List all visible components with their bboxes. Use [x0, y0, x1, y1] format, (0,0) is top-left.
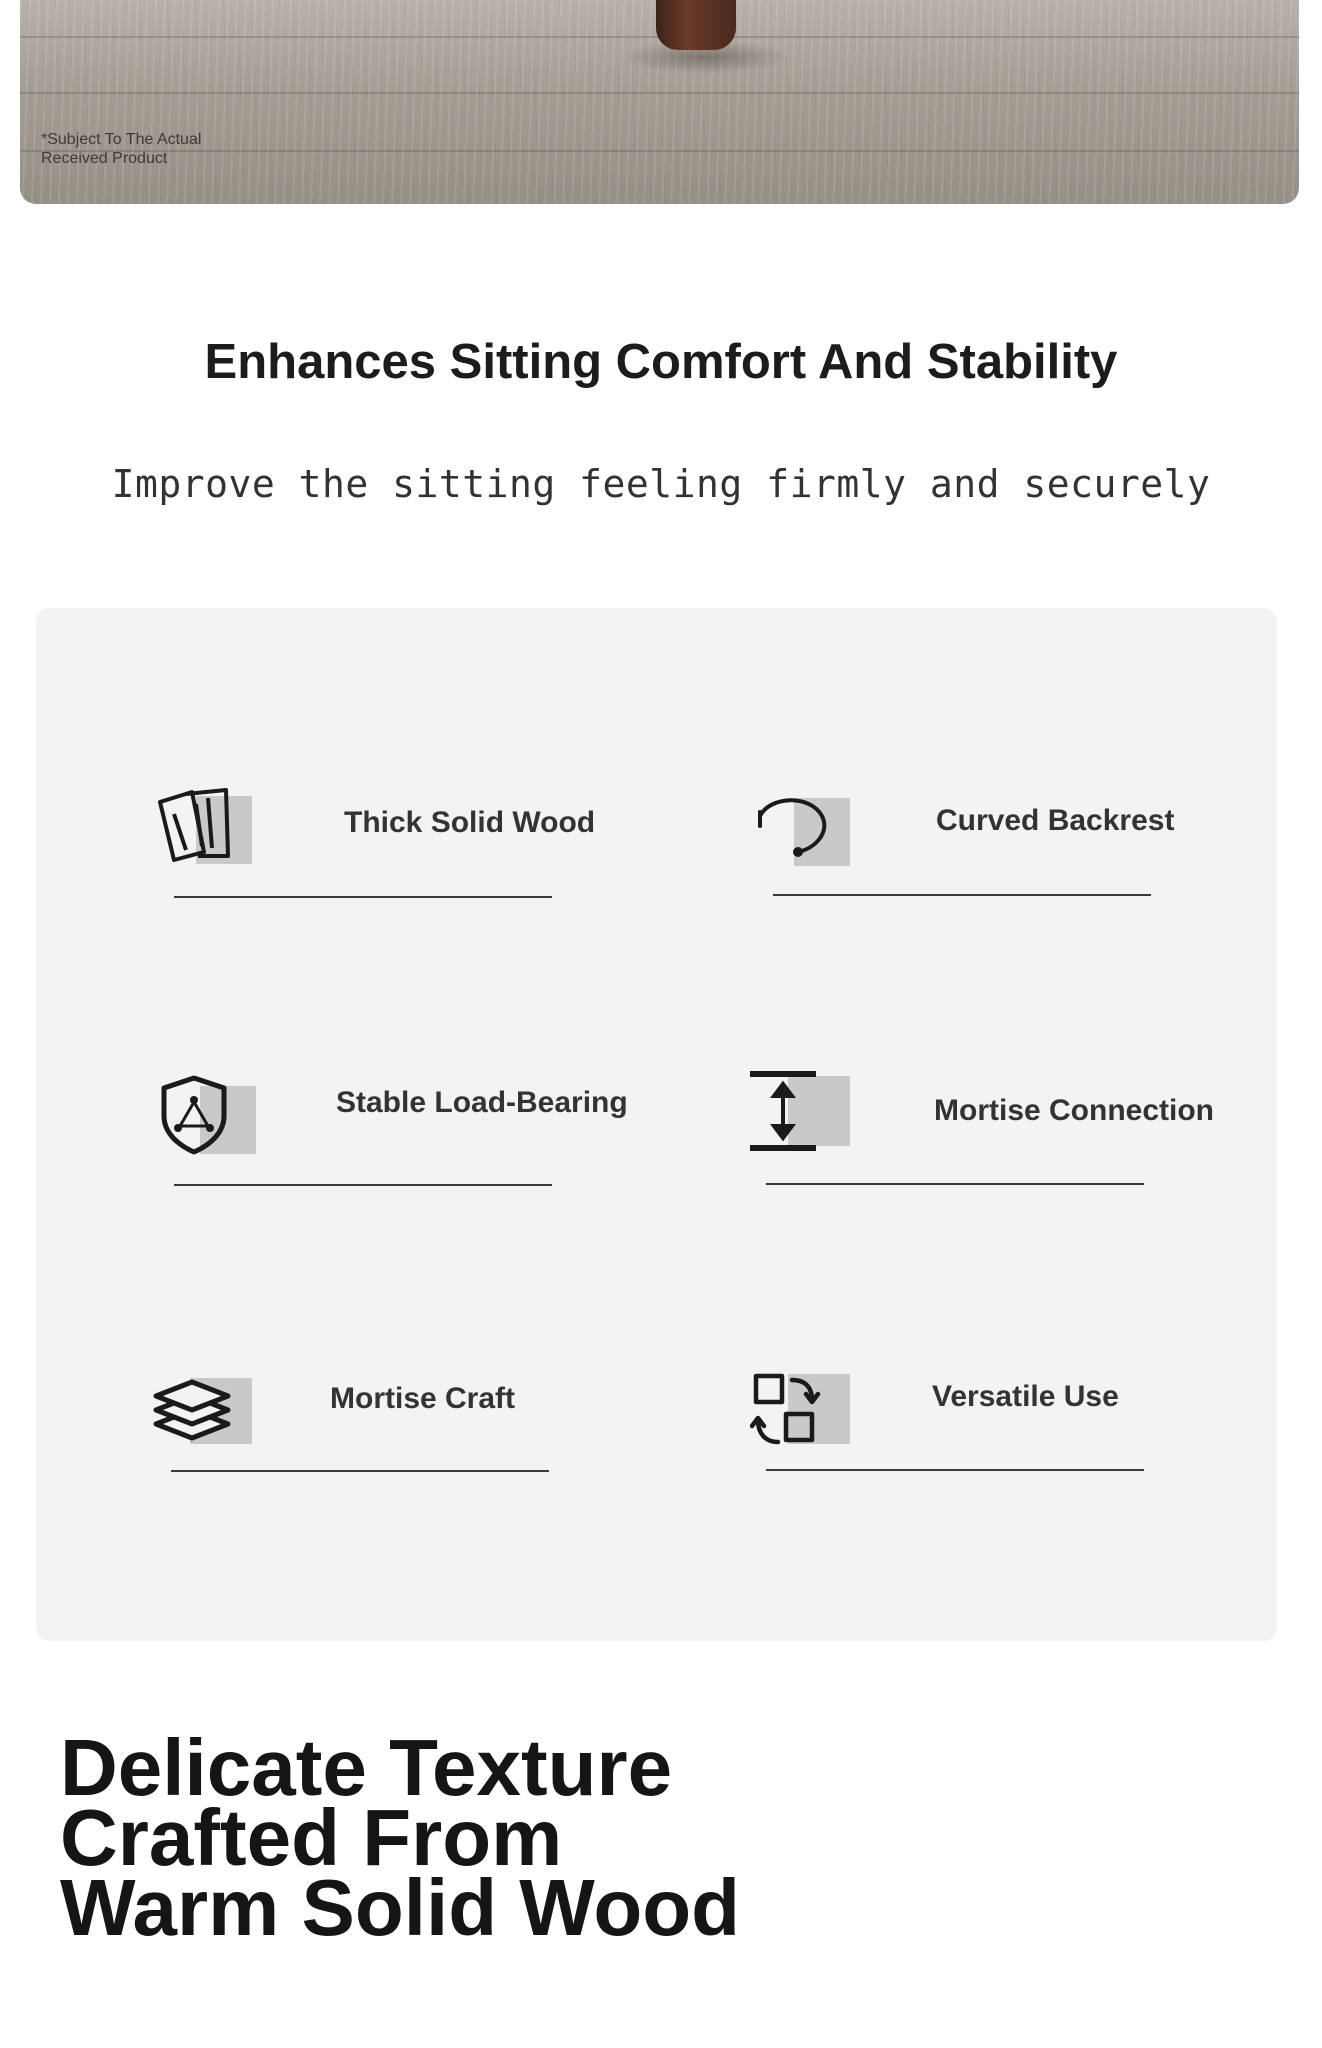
chair-leg [656, 0, 736, 50]
texture-section-title [60, 1723, 740, 1952]
wood-planks-icon [152, 784, 252, 866]
feature-underline [766, 1183, 1144, 1185]
feature-underline [174, 1184, 552, 1186]
texture-title-line-3: Warm Solid Wood [60, 1863, 740, 1952]
disclaimer-note [41, 130, 261, 168]
feature-underline [766, 1469, 1144, 1471]
feature-label: Mortise Connection [934, 1094, 1215, 1127]
feature-label: Mortise Craft [330, 1382, 516, 1415]
features-panel [36, 608, 1277, 1641]
floor-photo [20, 0, 1299, 204]
section-headline: Enhances Sitting Comfort And Stability [204, 335, 1118, 389]
shield-triangle-icon [156, 1074, 256, 1156]
layers-icon [152, 1368, 252, 1450]
feature-label: Thick Solid Wood [344, 806, 596, 839]
texture-title-line-1: Delicate Texture [60, 1723, 673, 1812]
feature-label: Curved Backrest [936, 804, 1175, 837]
feature-underline [174, 896, 552, 898]
disclaimer-line-2: Received Product [41, 150, 168, 167]
feature-underline [773, 894, 1151, 896]
texture-title-line-2: Crafted From [60, 1793, 563, 1882]
vertical-arrow-icon [750, 1070, 850, 1152]
section-subline: Improve the sitting feeling firmly and securely [111, 462, 1211, 506]
feature-underline [171, 1470, 549, 1472]
switch-squares-icon [750, 1370, 850, 1452]
disclaimer-line-1: *Subject To The Actual [41, 131, 202, 148]
feature-label: Versatile Use [932, 1380, 1119, 1413]
feature-label: Stable Load-Bearing [336, 1086, 628, 1119]
curved-arrow-icon [750, 786, 850, 868]
